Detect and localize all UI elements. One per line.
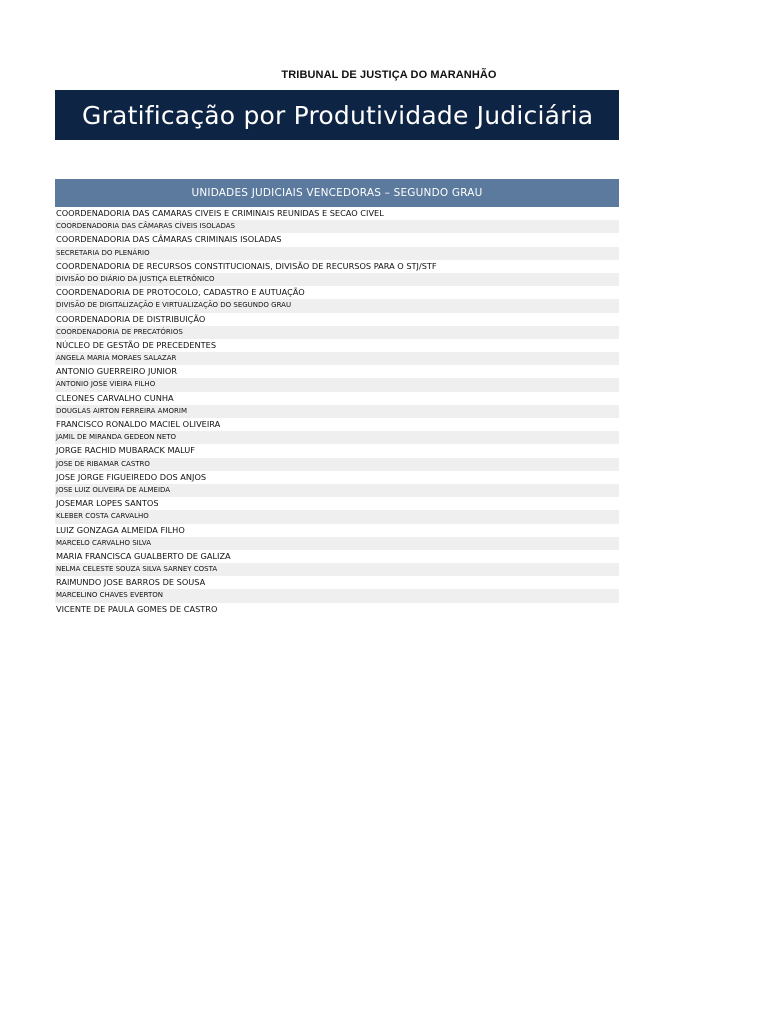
table-row: NÚCLEO DE GESTÃO DE PRECEDENTES [56, 339, 217, 350]
table-row: JOSE LUIZ OLIVEIRA DE ALMEIDA [55, 484, 619, 497]
table-row: SECRETARIA DO PLENÁRIO [55, 247, 619, 260]
title-banner [55, 90, 619, 140]
table-row: JOSE JORGE FIGUEIREDO DOS ANJOS [56, 471, 207, 482]
table-row: JOSEMAR LOPES SANTOS [56, 498, 159, 509]
table-row: DIVISÃO DO DIÁRIO DA JUSTIÇA ELETRÔNICO [55, 273, 619, 286]
table-row: ANTONIO GUERREIRO JUNIOR [56, 366, 178, 377]
table-row: NELMA CELESTE SOUZA SILVA SARNEY COSTA [55, 563, 619, 576]
table-row: CLEONES CARVALHO CUNHA [56, 392, 174, 403]
table-row: JORGE RACHID MUBARACK MALUF [56, 445, 195, 456]
table-row: MARIA FRANCISCA GUALBERTO DE GALIZA [56, 550, 231, 561]
table-row: RAIMUNDO JOSE BARROS DE SOUSA [56, 577, 206, 588]
table-row: DIVISÃO DE DIGITALIZAÇÃO E VIRTUALIZAÇÃO DO SEGUNDO GRAU [55, 299, 619, 312]
table-row: VICENTE DE PAULA GOMES DE CASTRO [56, 603, 218, 614]
table-row: COORDENADORIA DAS CAMARAS CIVEIS E CRIMINAIS REUNIDAS E SECAO CIVEL [56, 208, 384, 218]
winning-units-table [55, 179, 619, 616]
table-row: LUIZ GONZAGA ALMEIDA FILHO [56, 524, 185, 535]
table-row: JAMIL DE MIRANDA GEDEON NETO [55, 431, 619, 444]
table-row: ANGELA MARIA MORAES SALAZAR [55, 352, 619, 365]
table-row: MARCELINO CHAVES EVERTON [55, 589, 619, 602]
table-row: FRANCISCO RONALDO MACIEL OLIVEIRA [56, 419, 221, 429]
table-row: COORDENADORIA DE PRECATÓRIOS [55, 326, 619, 339]
table-row: KLEBER COSTA CARVALHO [55, 510, 619, 523]
table-row: COORDENADORIA DE PROTOCOLO, CADASTRO E AUTUAÇÃO [56, 287, 305, 298]
table-header: UNIDADES JUDICIAIS VENCEDORAS – SEGUNDO GRAU [55, 179, 619, 207]
table-row: JOSE DE RIBAMAR CASTRO [55, 458, 619, 471]
document-title: Gratificação por Produtividade Judiciária [82, 100, 594, 130]
unit-list [55, 207, 619, 616]
table-row: MARCELO CARVALHO SILVA [55, 537, 619, 550]
table-row: DOUGLAS AIRTON FERREIRA AMORIM [55, 405, 619, 418]
organization-title: TRIBUNAL DE JUSTIÇA DO MARANHÃO [281, 69, 497, 81]
table-row: COORDENADORIA DAS CÂMARAS CÍVEIS ISOLADAS [55, 220, 619, 233]
table-row: ANTONIO JOSE VIEIRA FILHO [55, 378, 619, 391]
table-row: COORDENADORIA DE RECURSOS CONSTITUCIONAIS, DIVISÃO DE RECURSOS PARA O STJ/STF [56, 260, 437, 271]
table-row: COORDENADORIA DE DISTRIBUIÇÃO [56, 313, 206, 324]
table-row: COORDENADORIA DAS CÂMARAS CRIMINAIS ISOLADAS [56, 234, 282, 245]
